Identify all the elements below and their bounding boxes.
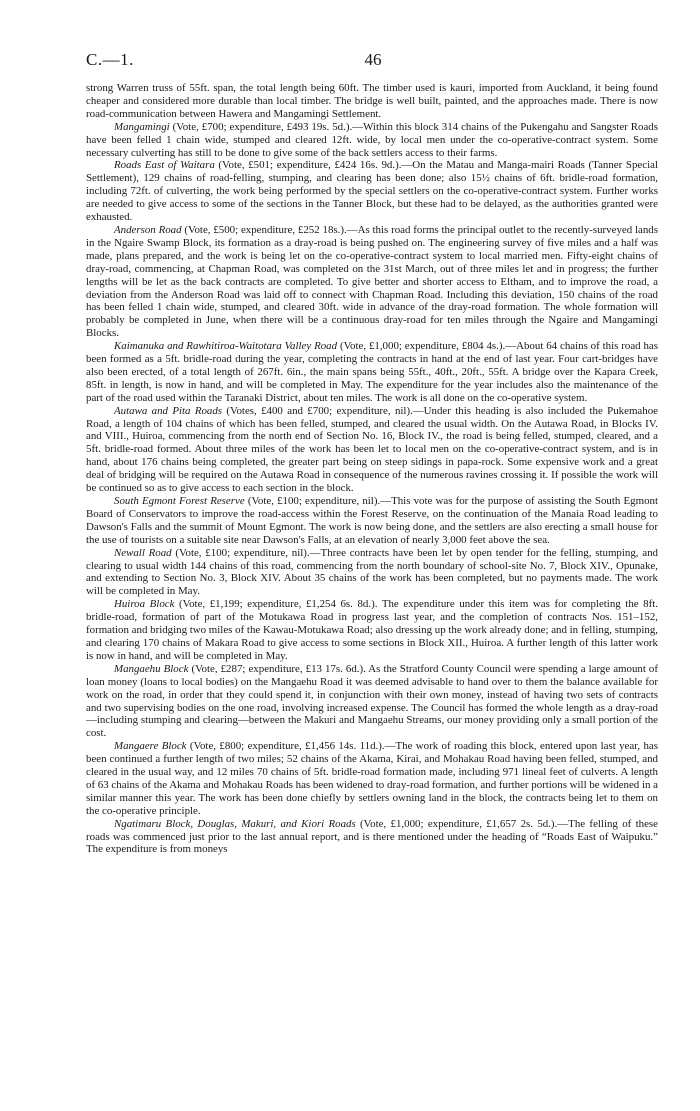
paragraph-text: (Vote, £500; expenditure, £252 18s.).—As this road forms the principal outlet to the recently-surveyed lands in the Ngaire Swamp Block, its formation as a dray-road is being pushed on. The engineering survey of five miles and a half was made, plans prepared, and the work is being let on the co-operative-contract system to local married men. Fifty-eight chains of dray-road, commencing, at Chapman Road, was completed on the 31st March, out of three miles let and in progress; the further lengths will be let as the back contracts are completed. To give better and shorter access to Eltham, and to improve the road, a deviation from the Anderson Road was laid off to connect with Chapman Road. Including this deviation, 150 chains of the road has been felled 1 chain wide, stumped, and cleared 30ft. wide in advance of the dray-road formation. The whole formation will probably be completed in June, when there will be a continuous dray-road for ten miles through the Ngaire and Mangamingi Blocks. xyxy=(86,223,658,340)
paragraph-newall-road xyxy=(86,547,658,599)
paragraph-text: (Vote, £287; expenditure, £13 17s. 6d.). As the Stratford County Council were spending a large amount of loan money (loans to local bodies) on the Mangaehu Road it was deemed advisable to hand over to them the balance available for work on the road, in order that they could spend it, in conjunction with their own money, instead of having two sets of contracts and two supervising bodies on the one road, involving increased expense. The Council has formed the whole length as a dray-road—including stumping and clearing—between the Makuri and Mangaehu Streams, our money providing only a small portion of the cost. xyxy=(86,662,659,740)
paragraph-south-egmont xyxy=(86,495,658,547)
body-text xyxy=(86,82,658,856)
page-number: 46 xyxy=(364,50,382,69)
paragraph-ngatimaru-block xyxy=(86,818,658,857)
paragraph-heading: Mangaehu Block xyxy=(114,662,189,675)
paragraph-text: (Vote, £501; expenditure, £424 16s. 9d.).—On the Matau and Manga-mairi Roads (Tanner Special Settlement), 129 chains of road-felling, stumping, and clearing has been done; also 15½ chains of 6ft. bridle-road formation, including 72ft. of culverting, the work being performed by the special settlers on the co-operative-contract system. Further works are needed to give access to some of the sections in the Tanner Block, but these had to be delayed, as the authorities granted were exhausted. xyxy=(86,159,658,224)
document-reference: C.—1. xyxy=(86,50,134,69)
paragraph-heading: Mangamingi xyxy=(114,120,170,133)
paragraph-mangaere-block xyxy=(86,740,658,817)
paragraph-text: (Vote, £1,000; expenditure, £1,657 2s. 5d.).—The felling of these roads was commenced just prior to the last annual report, and is there mentioned under the heading of “Roads East of Waipuku.” The expenditure is from moneys xyxy=(86,817,658,856)
paragraph-text: strong Warren truss of 55ft. span, the total length being 60ft. The timber used is kauri, imported from Auckland, it being found cheaper and considered more durable than local timber. The bridge is well built, painted, and the approaches made. There is now road-communication between Hawera and Mangamingi Settlement. xyxy=(86,82,658,120)
paragraph-text: (Vote, £1,000; expenditure, £804 4s.).—About 64 chains of this road has been formed as a 5ft. bridle-road during the year, completing the contracts in hand at the end of last year. Four cart-bridges have also been erected, of a total length of 267ft. 6in., the main spans being 55ft., 40ft., 20ft., 55ft. A bridge over the Kapara Creek, 85ft. in length, is now in hand, and will be completed in May. The expenditure for the year includes also the maintenance of the part of the road used within the Taranaki District, about ten miles. The work is all done on the co-operative system. xyxy=(86,340,658,404)
paragraph-heading: Ngatimaru Block, Douglas, Makuri, and Kiori Roads xyxy=(114,817,356,830)
paragraph-text: (Vote, £800; expenditure, £1,456 14s. 11d.).—The work of roading this block, entered upon last year, has been continued a further length of two miles; 52 chains of the Akama, Kirai, and Mohakau Road having been felled, stumped, and cleared in the usual way, and 12 miles 70 chains of 5ft. bridle-road formation made, including 971 lineal feet of culverts. A length of 63 chains of the Akama and Mohakau Roads has been widened to dray-road formation, and further portions will be widened in a similar manner this year. The work has been done chiefly by settlers owning land in the block, the contracts being let to them on the co-operative principle. xyxy=(86,740,659,817)
paragraph-heading: Newall Road xyxy=(114,546,172,559)
paragraph-text: (Vote, £100; expenditure, nil).—Three contracts have been let by open tender for the felling, stumping, and clearing to usual width 144 chains of this road, commencing from the north boundary of school-site No. 7, Block XIV., Opunake, and extending to Section No. 3, Block XIV. About 35 chains of the work has been completed, but no payments made. The work will be completed in May. xyxy=(86,546,659,598)
paragraph-text: (Vote, £1,199; expenditure, £1,254 6s. 8d.). The expenditure under this item was for completing the 8ft. bridle-road, formation of part of the Motukawa Road in progress last year, and the completion of contracts Nos. 151–152, formation and bridging two miles of the Kawau-Motukawa Road; also dressing up the work already done; and in felling, stumping, and clearing 170 chains of Makara Road to give access to some sections in Block XII., Huiroa. A further length of this latter work is now in hand, and will be completed in May. xyxy=(86,598,658,662)
paragraph-mangaehu-block xyxy=(86,663,658,740)
paragraph-kaimanuka xyxy=(86,340,658,405)
paragraph-text: (Votes, £400 and £700; expenditure, nil).—Under this heading is also included the Pukemahoe Road, a length of 104 chains of which has been felled, stumped, and cleared the usual width. On the Autawa Road, in Blocks IV. and VIII., Huiroa, commencing from the north end of Section No. 16, Block IV., the road is being felled, stumped, cleared, and a 5ft. bridle-road formed. About three miles of the work has been let to local men on the co-operative-contract system, and is in hand, about 176 chains being completed, the greater part being on steep sidings in papa-rock. Some expensive work and a great deal of bridging will be required on the Autawa Road in consequence of the numerous ravines crossing it. If possible the work will be continued so as to give access to each section in the block. xyxy=(86,404,658,495)
paragraph-anderson-road xyxy=(86,224,658,340)
paragraph-heading: Kaimanuka and Rawhitiroa-Waitotara Valley Road xyxy=(114,340,338,353)
paragraph-huiroa-block xyxy=(86,598,658,663)
paragraph-heading: Mangaere Block xyxy=(114,740,187,753)
paragraph-roads-east-of-waitara xyxy=(86,159,658,224)
paragraph-continuation xyxy=(86,82,658,121)
paragraph-heading: Autawa and Pita Roads xyxy=(114,404,223,417)
paragraph-text: (Vote, £100; expenditure, nil).—This vote was for the purpose of assisting the South Egmont Board of Conservators to improve the road-access within the Forest Reserve, on the continuation of the Manaia Road leading to Dawson's Falls and the summit of Mount Egmont. The work is now being done, and the settlers are also erecting a small house for the use of tourists on a suitable site near Dawson's Falls, at an elevation of nearly 3,000 feet above the sea. xyxy=(86,495,658,546)
page-header xyxy=(86,50,660,72)
paragraph-text: (Vote, £700; expenditure, £493 19s. 5d.).—Within this block 314 chains of the Pukengahu and Sangster Roads have been felled 1 chain wide, stumped and cleared 12ft. wide, by local men under the co-operative-contract system. Some necessary culverting has still to be done to give some of the back settlers access to their farms. xyxy=(86,120,658,159)
paragraph-heading: Anderson Road xyxy=(114,223,182,236)
paragraph-mangamingi xyxy=(86,121,658,160)
paragraph-autawa-pita xyxy=(86,405,658,495)
paragraph-heading: Huiroa Block xyxy=(114,598,175,611)
paragraph-heading: South Egmont Forest Reserve xyxy=(114,495,245,507)
paragraph-heading: Roads East of Waitara xyxy=(114,159,215,172)
